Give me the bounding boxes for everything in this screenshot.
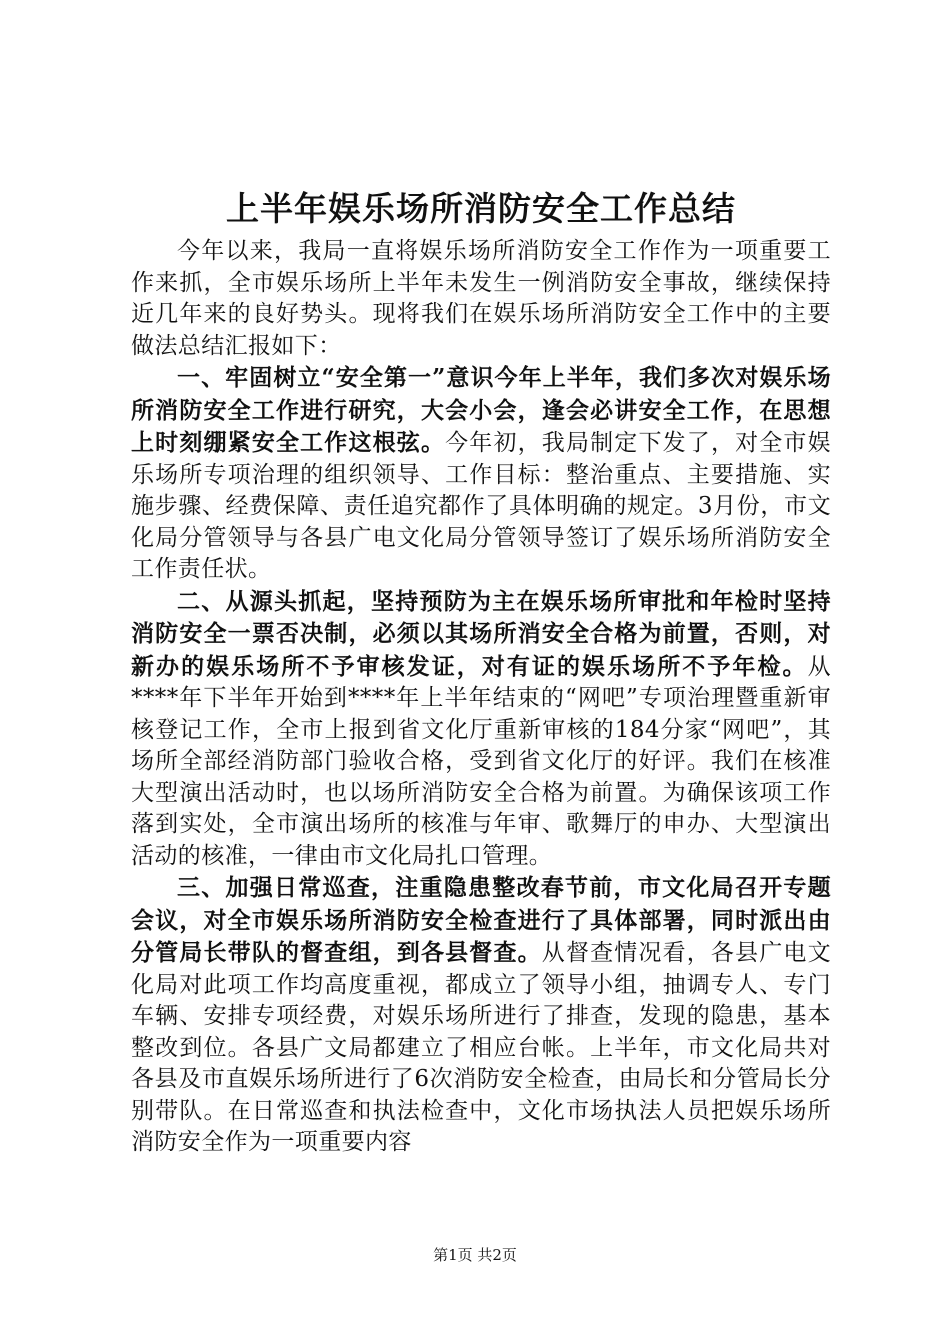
section-1-body: 今年初，我局制定下发了，对全市娱乐场所专项治理的组织领导、工作目标：整治重点、主要措施、实施步骤、经费保障、责任追究都作了具体明确的规定。3月份，市文化局分管领导与各县广电文化局分管领导签订了娱乐场所消防安全工作责任状。	[131, 430, 831, 582]
section-2-heading: 二、从源头抓起，坚持预防为主在娱乐场所审批和年检时坚持消防安全一票否决制，必须以其场所消安全合格为前置，否则，对新办的娱乐场所不予审核发证，对有证的娱乐场所不予年检。	[131, 587, 831, 680]
intro-paragraph: 今年以来，我局一直将娱乐场所消防安全工作作为一项重要工作来抓，全市娱乐场所上半年未发生一例消防安全事故，继续保持近几年来的良好势头。现将我们在娱乐场所消防安全工作中的主要做法总结汇报如下：	[131, 238, 831, 359]
document-page	[131, 186, 831, 1159]
section-2-body: 从****年下半年开始到****年上半年结束的“网吧”专项治理暨重新审核登记工作，全市上报到省文化厅重新审核的184分家“网吧”，其场所全部经消防部门验收合格，受到省文化厅的好评。我们在核准大型演出活动时，也以场所消防安全合格为前置。为确保该项工作落到实处，全市演出场所的核准与年审、歌舞厅的申办、大型演出活动的核准，一律由市文化局扎口管理。	[131, 653, 831, 869]
section-1-paragraph	[131, 362, 831, 586]
section-3-heading: 三、加强日常巡查，注重隐患整改春节前，市文化局召开专题会议，对全市娱乐场所消防安全检查进行了具体部署，同时派出由分管局长带队的督查组，到各县督查。	[131, 874, 831, 966]
section-2-paragraph	[131, 586, 831, 873]
document-title: 上半年娱乐场所消防安全工作总结	[226, 189, 736, 228]
section-3-paragraph	[131, 872, 831, 1159]
page-footer: 第1页 共2页	[433, 1246, 517, 1264]
section-3-body: 从督查情况看，各县广电文化局对此项工作均高度重视，都成立了领导小组，抽调专人、专门车辆、安排专项经费，对娱乐场所进行了排查，发现的隐患，基本整改到位。各县广文局都建立了相应台帐。上半年，市文化局共对各县及市直娱乐场所进行了6次消防安全检查，由局长和分管局长分别带队。在日常巡查和执法检查中，文化市场执法人员把娱乐场所消防安全作为一项重要内容	[131, 940, 831, 1155]
section-1-heading: 一、牢固树立“安全第一”意识今年上半年，我们多次对娱乐场所消防安全工作进行研究，大会小会，逢会必讲安全工作，在思想上时刻绷紧安全工作这根弦。	[131, 364, 831, 456]
